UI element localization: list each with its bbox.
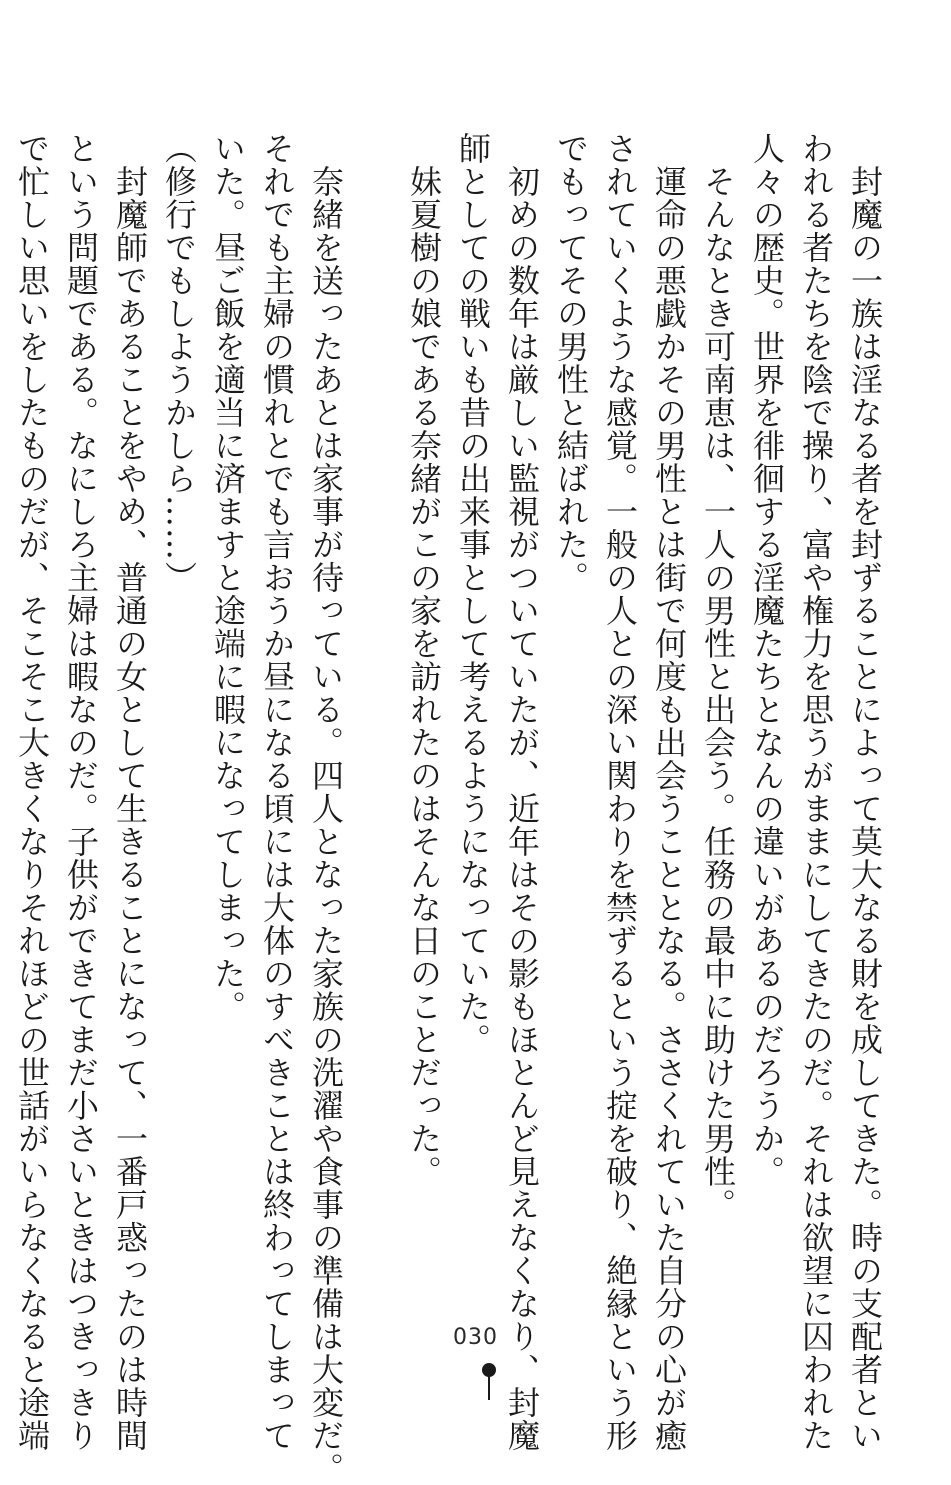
text-line: 妹夏樹の娘である奈緒がこの家を訪れたのはそんな日のことだった。 (405, 132, 443, 1188)
text-line: でもってその男性と結ばれた。 (552, 132, 590, 594)
text-line: 初めの数年は厳しい監視がついていたが、近年はその影もほとんど見えなくなり、封魔 (503, 132, 541, 1452)
blank-line (350, 132, 399, 1282)
text-line: 人々の歴史。世界を徘徊する淫魔たちとなんの違いがあるのだろうか。 (748, 132, 786, 1188)
text-line: われる者たちを陰で操り、富や権力を思うがままにしてきたのだ。それは欲望に囚われた (797, 132, 835, 1452)
text-line: いた。昼ご飯を適当に済ますと途端に暇になってしまった。 (209, 132, 247, 1023)
page-number: 030 (453, 1325, 498, 1350)
text-line: 奈緒を送ったあとは家事が待っている。四人となった家族の洗濯や食事の準備は大変だ。 (307, 132, 345, 1485)
text-line: 封魔の一族は淫なる者を封ずることによって莫大なる財を成してきた。時の支配者とい (846, 132, 884, 1452)
text-line: そんなとき可南恵は、一人の男性と出会う。任務の最中に助けた男性。 (699, 132, 737, 1221)
page-ornament-stem (488, 1376, 490, 1400)
text-line: 封魔師であることをやめ、普通の女として生きることになって、一番戸惑ったのは時間 (111, 132, 149, 1452)
text-line: 運命の悪戯かその男性とは街で何度も出会うこととなる。ささくれていた自分の心が癒 (650, 132, 688, 1452)
text-line: （修行でもしようかしら……） (160, 132, 198, 594)
text-line: という問題である。なにしろ主婦は暇なのだ。子供ができてまだ小さいときはつきっきり (62, 132, 100, 1452)
text-line: 師としての戦いも昔の出来事として考えるようになっていた。 (454, 132, 492, 1056)
page-ornament-dot (482, 1363, 496, 1377)
text-line: されていくような感覚。一般の人との深い関わりを禁ずるという掟を破り、絶縁という形 (601, 132, 639, 1452)
text-line: それでも主婦の慣れとでも言おうか昼になる頃には大体のすべきことは終わってしまって (258, 132, 296, 1452)
text-line: で忙しい思いをしたものだが、そこそこ大きくなりそれほどの世話がいらなくなると途端 (13, 132, 51, 1452)
